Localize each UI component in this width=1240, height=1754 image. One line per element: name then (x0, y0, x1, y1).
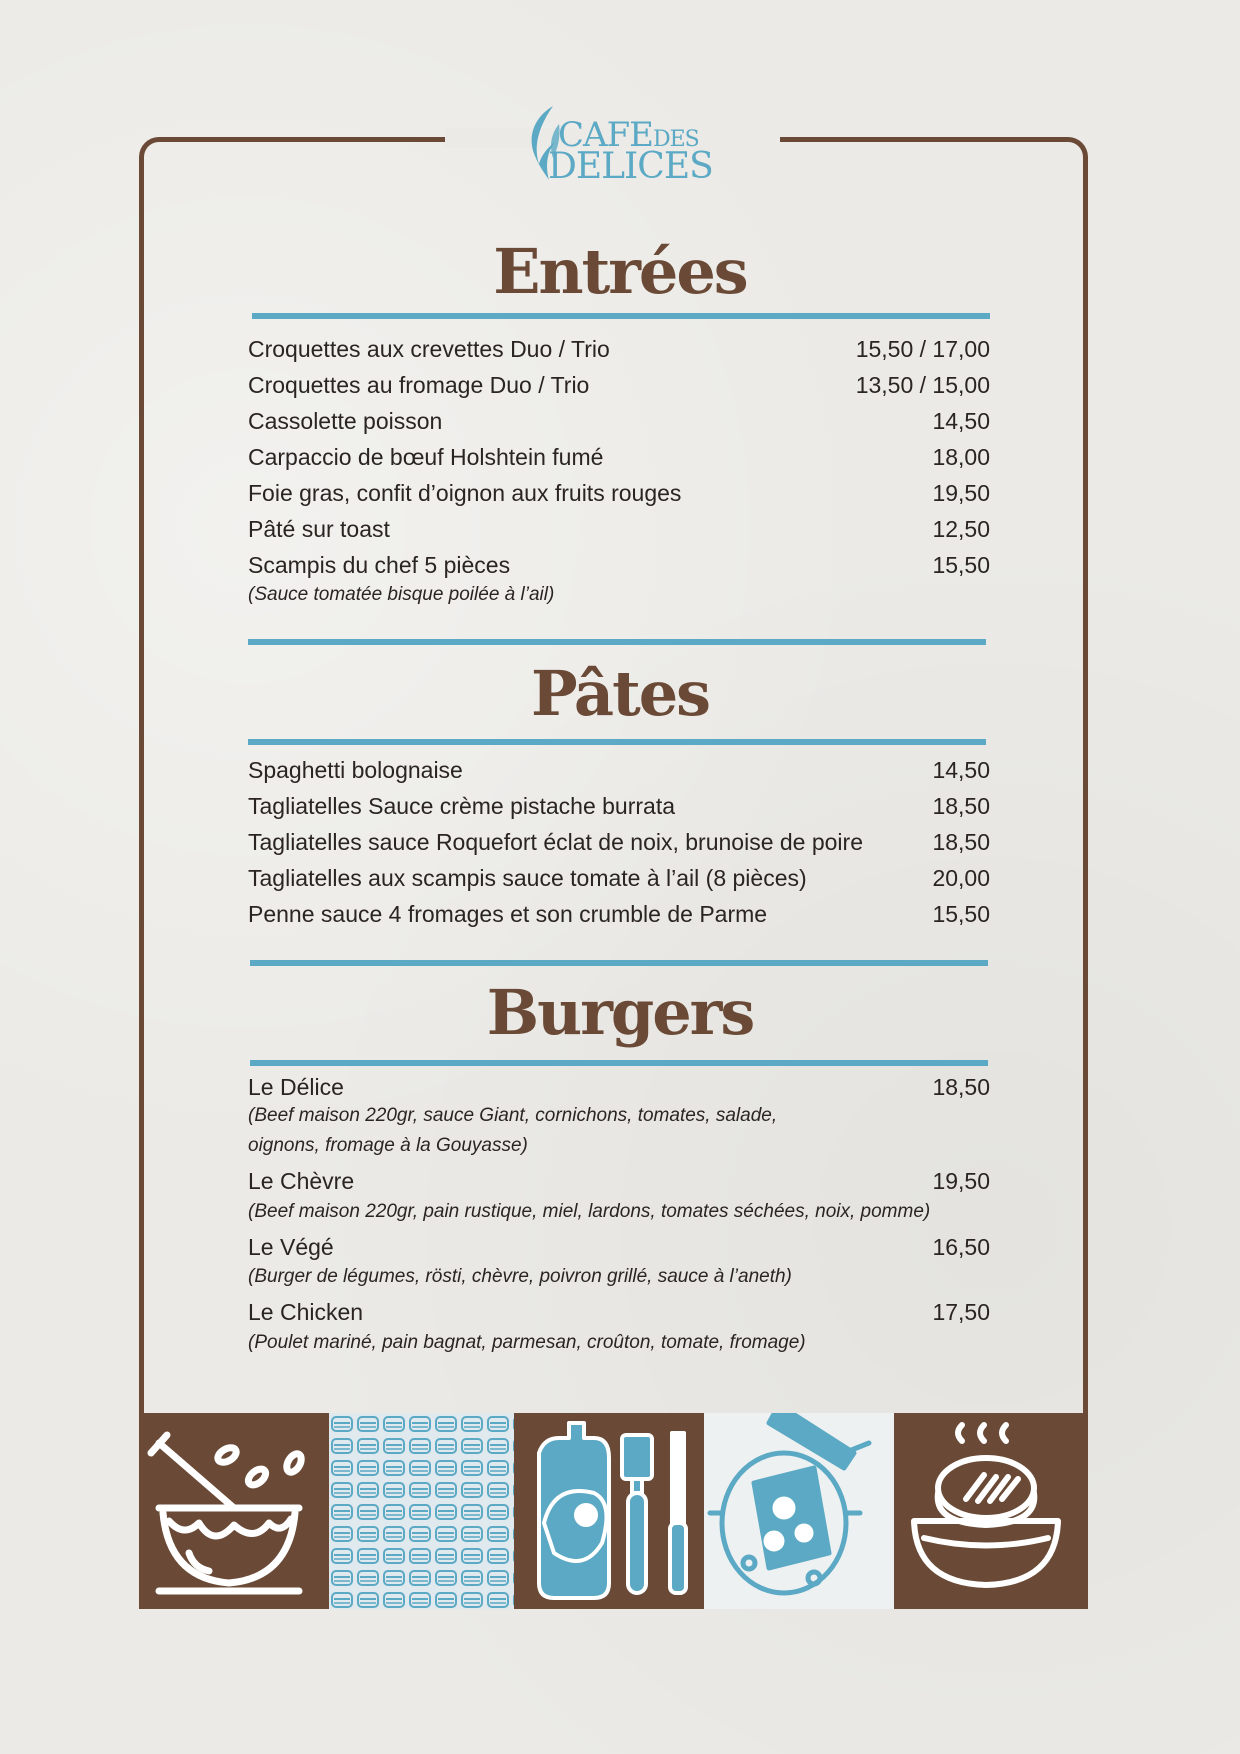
section-rule (250, 1060, 988, 1066)
menu-item: Penne sauce 4 fromages et son crumble de Parme 15,50 (248, 901, 990, 927)
section-rule (252, 313, 990, 319)
section-title-burgers: Burgers (486, 976, 754, 1049)
section-rule (250, 960, 988, 966)
section-title-entrees: Entrées (493, 235, 747, 308)
section-rule (248, 739, 986, 745)
menu-item: Cassolette poisson 14,50 (248, 408, 990, 434)
footer-illustrations (139, 1413, 1088, 1609)
burger-pattern-icon (329, 1413, 514, 1609)
mixing-bowl-icon (139, 1413, 329, 1609)
menu-item: Tagliatelles Sauce crème pistache burrata 18,50 (248, 793, 990, 819)
item-description: (Sauce tomatée bisque poilée à l’ail) (248, 584, 555, 605)
logo-line1: CAFEDES (558, 115, 699, 155)
item-description: (Beef maison 220gr, pain rustique, miel, lardons, tomates séchées, noix, pomme) (248, 1201, 931, 1222)
section-title-pates: Pâtes (530, 657, 710, 730)
item-description: (Burger de légumes, rösti, chèvre, poivron grillé, sauce à l’aneth) (248, 1266, 792, 1287)
menu-item: Le Délice 18,50 (248, 1074, 990, 1100)
menu-item: Spaghetti bolognaise 14,50 (248, 757, 990, 783)
menu-item: Foie gras, confit d’oignon aux fruits rouges 19,50 (248, 480, 990, 506)
cutting-board-icon (514, 1413, 704, 1609)
item-description: (Beef maison 220gr, sauce Giant, cornichons, tomates, salade, (248, 1105, 778, 1126)
menu-item: Le Chèvre 19,50 (248, 1168, 990, 1194)
logo-line2: DELICES (548, 146, 713, 187)
menu-item: Tagliatelles aux scampis sauce tomate à l’ail (8 pièces) 20,00 (248, 865, 990, 891)
grilled-meat-icon (894, 1413, 1088, 1609)
menu-item: Carpaccio de bœuf Holshtein fumé 18,00 (248, 444, 990, 470)
menu-item: Scampis du chef 5 pièces 15,50 (248, 552, 990, 578)
logo (525, 102, 713, 187)
menu-item: Croquettes aux crevettes Duo / Trio 15,50 / 17,00 (248, 336, 990, 362)
item-description: (Poulet mariné, pain bagnat, parmesan, croûton, tomate, fromage) (248, 1332, 806, 1353)
menu-item: Pâté sur toast 12,50 (248, 516, 990, 542)
menu-item: Le Chicken 17,50 (248, 1299, 990, 1325)
cooking-pot-icon (704, 1413, 894, 1609)
section-rule (248, 639, 986, 645)
menu-item: Croquettes au fromage Duo / Trio 13,50 / 15,00 (248, 372, 990, 398)
menu-item: Le Végé 16,50 (248, 1234, 990, 1260)
item-description: oignons, fromage à la Gouyasse) (248, 1135, 528, 1156)
menu-item: Tagliatelles sauce Roquefort éclat de noix, brunoise de poire 18,50 (248, 829, 990, 855)
